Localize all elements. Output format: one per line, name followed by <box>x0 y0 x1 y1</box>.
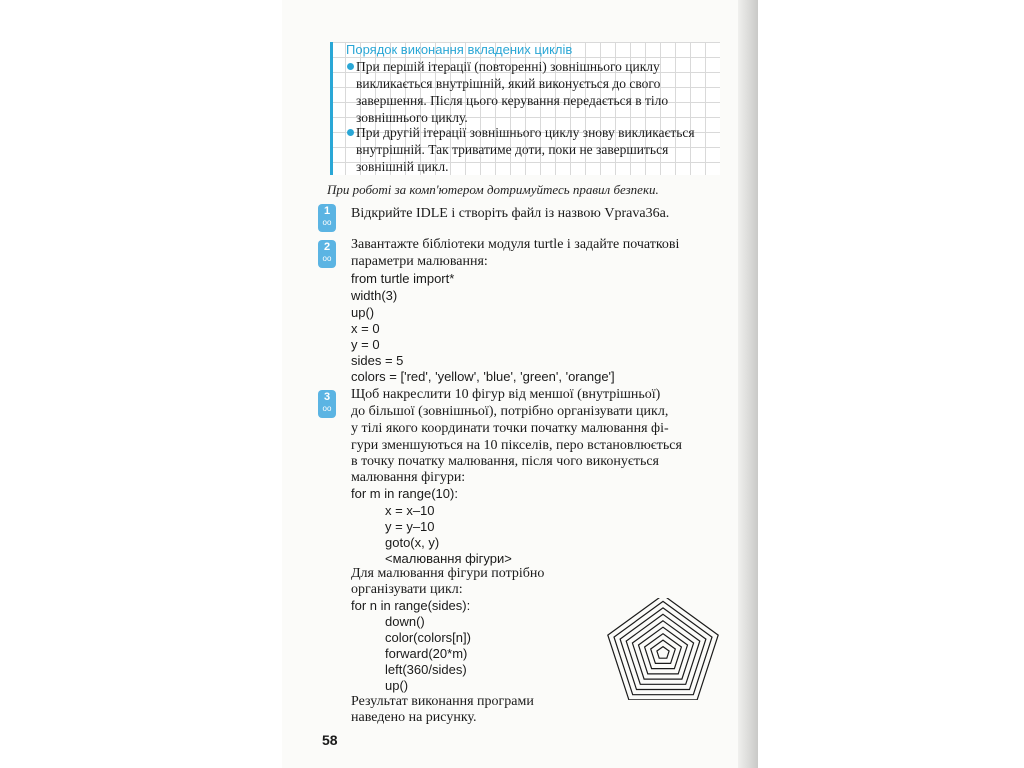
page-gutter-shadow <box>738 0 758 768</box>
bullet-text-1: При першій ітерації (повторенні) зовнішнього циклу викликається внутрішній, який виконується до свого завершення. Після цього керування передається в тіло зовнішнього циклу. <box>356 59 669 125</box>
code-line: y = y–10 <box>385 519 435 534</box>
step-number: 2 <box>323 241 331 253</box>
step-badge-3 <box>318 390 336 418</box>
code-line: colors = ['red', 'yellow', 'blue', 'green', 'orange'] <box>351 369 615 384</box>
code-line: for n in range(sides): <box>351 598 471 613</box>
code-line: x = x–10 <box>385 503 435 518</box>
code-line: <малювання фігури> <box>385 551 512 566</box>
pentagon-outline <box>651 640 676 663</box>
step-3-text-line: малювання фігури: <box>351 470 466 485</box>
step-3-text-line: до більшої (зовнішньої), потрібно організувати цикл, <box>351 404 669 419</box>
bullet-icon <box>346 62 355 71</box>
result-text: Результат виконання програми <box>351 694 534 709</box>
info-box-title: Порядок виконання вкладених циклів <box>346 42 573 57</box>
step-3-mid-text: організувати цикл: <box>351 582 463 597</box>
step-2-text-line: параметри малювання: <box>351 254 488 269</box>
step-3-text-line: гури зменшуються на 10 пікселів, перо встановлюється <box>351 438 682 453</box>
code-line: for m in range(10): <box>351 486 458 501</box>
nested-pentagons-figure <box>602 598 724 700</box>
code-line: up() <box>385 678 409 693</box>
step-badge-dots: oo <box>322 404 332 413</box>
code-line: x = 0 <box>351 321 380 336</box>
result-text: наведено на рисунку. <box>351 710 477 725</box>
step-number: 3 <box>323 391 331 403</box>
safety-note: При роботі за комп'ютером дотримуйтесь правил безпеки. <box>327 182 659 197</box>
pentagon-outline <box>657 647 669 659</box>
info-box <box>330 42 720 175</box>
step-1-text: Відкрийте IDLE і створіть файл із назвою Vprava36a. <box>351 206 670 221</box>
step-2-text-line: Завантажте бібліотеки модуля turtle і задайте початкові <box>351 237 680 252</box>
step-3-mid-text: Для малювання фігури потрібно <box>351 566 545 581</box>
step-3-text-line: у тілі якого координати точки початку малювання фі- <box>351 421 669 436</box>
step-number: 1 <box>323 205 331 217</box>
code-line: from turtle import* <box>351 271 455 286</box>
code-line: sides = 5 <box>351 353 404 368</box>
code-line: y = 0 <box>351 337 380 352</box>
code-line: down() <box>385 614 425 629</box>
code-line: up() <box>351 305 375 320</box>
page-number: 58 <box>322 732 338 748</box>
step-badge-dots: oo <box>322 254 332 263</box>
code-line: left(360/sides) <box>385 662 467 677</box>
code-line: goto(x, y) <box>385 535 440 550</box>
code-line: color(colors[n]) <box>385 630 471 645</box>
step-badge-2 <box>318 240 336 268</box>
bullet-icon <box>346 128 355 137</box>
info-box-accent-bar <box>330 42 333 175</box>
code-line: forward(20*m) <box>385 646 468 661</box>
step-badge-1 <box>318 204 336 232</box>
bullet-text-2: При другій ітерації зовнішнього циклу знову викликається внутрішній. Так триватиме доти, поки не завершиться зовнішній цикл. <box>356 125 695 174</box>
step-3-text-line: Щоб накреслити 10 фігур від меншої (внутрішньої) <box>351 387 661 402</box>
step-3-text-line: в точку початку малювання, після чого виконується <box>351 454 659 469</box>
step-badge-dots: oo <box>322 218 332 227</box>
code-line: width(3) <box>351 288 398 303</box>
